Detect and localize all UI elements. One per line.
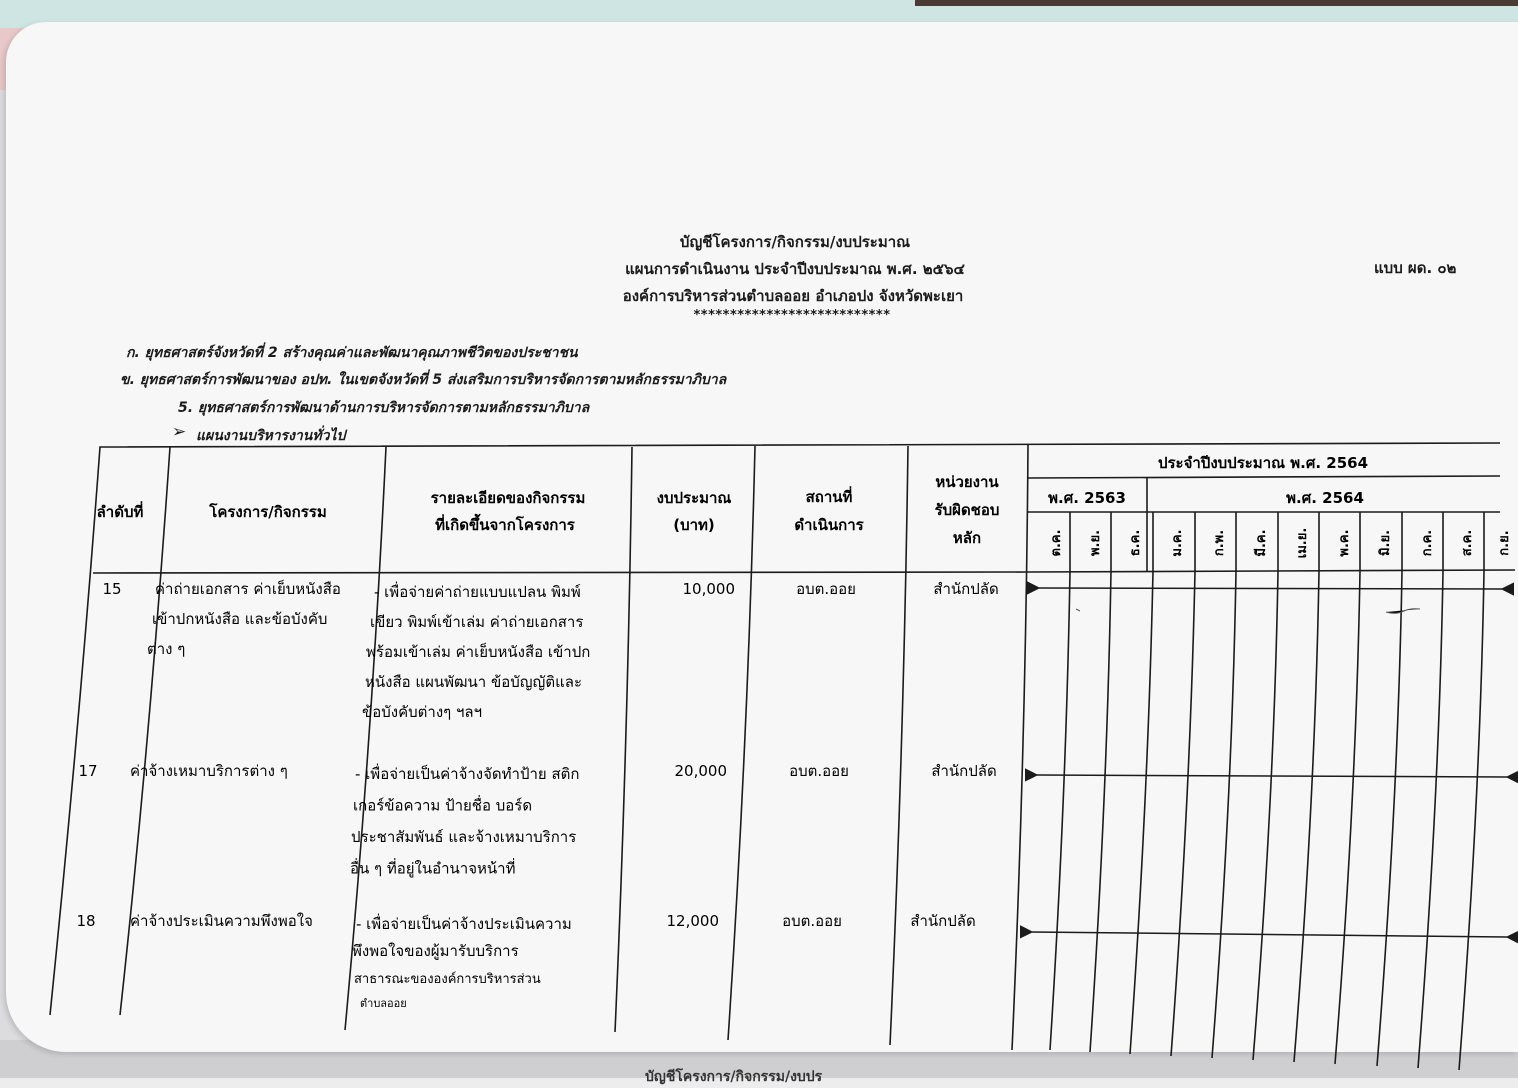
- month-label: ก.พ.: [1212, 529, 1227, 557]
- month-line-6: [1253, 512, 1278, 1060]
- month-label: เม.ย.: [1295, 527, 1310, 559]
- col-header-detail-2: ที่เกิดขึ้นจากโครงการ: [435, 516, 575, 534]
- month-line-7: [1294, 512, 1319, 1062]
- responsible-unit: สำนักปลัด: [933, 580, 999, 598]
- col-line-3: [615, 447, 632, 1032]
- col-header-place-2: ดำเนินการ: [794, 516, 864, 534]
- strategy-local: ข. ยุทธศาสตร์การพัฒนาของ อปท. ในเขตจังหวัดที่ 5 ส่งเสริมการบริหารจัดการตามหลักธรรมาภิบาล: [120, 372, 727, 388]
- activity-detail-line: ข้อบังคับต่างๆ ฯลฯ: [362, 703, 483, 721]
- location: อบต.ออย: [789, 762, 849, 780]
- month-line-8: [1335, 512, 1360, 1064]
- row-number: 15: [102, 580, 122, 598]
- year-2564-header: พ.ศ. 2564: [1286, 489, 1364, 507]
- col-header-project: โครงการ/กิจกรรม: [209, 503, 327, 521]
- month-line-10: [1418, 512, 1443, 1068]
- location: อบต.ออย: [782, 912, 842, 930]
- table-row: [102, 579, 998, 721]
- next-page-title: บัญชีโครงการ/กิจกรรม/งบปร: [645, 1069, 823, 1085]
- col-header-detail-1: รายละเอียดของกิจกรรม: [430, 489, 586, 507]
- col-line-6: [1012, 444, 1028, 1050]
- month-line-1: [1050, 512, 1070, 1050]
- month-label: ธ.ค.: [1128, 529, 1143, 557]
- col-header-no: ลำดับที่: [96, 503, 144, 521]
- month-label: ส.ค.: [1460, 529, 1475, 557]
- month-label: ก.ค.: [1420, 529, 1435, 557]
- budget-amount: 12,000: [666, 912, 719, 930]
- activity-detail-line: ประชาสัมพันธ์ และจ้างเหมาบริการ: [351, 828, 577, 846]
- activity-detail-line: สาธารณะขององค์การบริหารส่วน: [354, 972, 541, 987]
- col-line-4: [728, 446, 755, 1040]
- activity-detail-line: พร้อมเข้าเล่ม ค่าเย็บหนังสือ เข้าปก: [366, 643, 591, 661]
- doc-title: บัญชีโครงการ/กิจกรรม/งบประมาณ: [679, 233, 911, 251]
- activity-detail-line: - เพื่อจ่ายเป็นค่าจ้างประเมินความ: [356, 915, 572, 933]
- month-line-5: [1212, 512, 1236, 1058]
- strategy-governance: 5. ยุทธศาสตร์การพัฒนาด้านการบริหารจัดการตามหลักธรรมาภิบาล: [178, 400, 590, 416]
- col-header-budget-1: งบประมาณ: [656, 489, 732, 507]
- month-line-9: [1377, 512, 1402, 1066]
- doc-org: องค์การบริหารส่วนตำบลออย อำเภอปง จังหวัดพะเยา: [622, 287, 964, 305]
- activity-detail-line: พึงพอใจของผู้มารับบริการ: [352, 942, 519, 960]
- activity-detail-line: - เพื่อจ่ายเป็นค่าจ้างจัดทำป้าย สติก: [355, 765, 580, 783]
- doc-stars: ***************************: [693, 308, 891, 323]
- col-header-unit-1: หน่วยงาน: [935, 473, 999, 491]
- month-label: พ.ย.: [1088, 529, 1103, 557]
- month-label: ก.ย.: [1497, 530, 1512, 556]
- responsible-unit: สำนักปลัด: [910, 912, 976, 930]
- project-name-line: ต่าง ๆ: [147, 640, 186, 658]
- header-bottom-line: [93, 570, 1515, 573]
- activity-detail-line: เขียว พิมพ์เข้าเล่ม ค่าถ่ายเอกสาร: [370, 613, 584, 631]
- project-name-line: เข้าปกหนังสือ และข้อบังคับ: [152, 610, 328, 628]
- timeline-arrow: [1032, 932, 1507, 937]
- month-label: มิ.ย.: [1378, 529, 1393, 557]
- plan-name: แผนงานบริหารงานทั่วไป: [196, 428, 346, 444]
- month-label: ต.ค.: [1049, 529, 1064, 557]
- table-row: [78, 762, 996, 878]
- col-header-unit-2: รับผิดชอบ: [934, 501, 1000, 519]
- fiscal-year-header: ประจำปีงบประมาณ พ.ศ. 2564: [1157, 454, 1369, 472]
- location: อบต.ออย: [796, 580, 856, 598]
- activity-detail-line: หนังสือ แผนพัฒนา ข้อบัญญัติและ: [365, 673, 582, 691]
- month-line-11: [1459, 512, 1484, 1070]
- month-line-4: [1171, 512, 1195, 1056]
- project-name-line: ค่าจ้างประเมินความพึงพอใจ: [130, 912, 313, 930]
- arrow-bullet-icon: ➢: [172, 422, 187, 442]
- project-name-line: ค่าถ่ายเอกสาร ค่าเย็บหนังสือ: [155, 580, 341, 598]
- responsible-unit: สำนักปลัด: [931, 762, 997, 780]
- budget-amount: 20,000: [674, 762, 727, 780]
- doc-subtitle: แผนการดำเนินงาน ประจำปีงบประมาณ พ.ศ. ๒๕๖๔: [625, 260, 965, 278]
- col-header-budget-2: (บาท): [673, 516, 715, 534]
- year-2563-header: พ.ศ. 2563: [1048, 489, 1126, 507]
- budget-amount: 10,000: [682, 580, 735, 598]
- col-line-5: [890, 446, 908, 1045]
- strategy-province: ก. ยุทธศาสตร์จังหวัดที่ 2 สร้างคุณค่าและพัฒนาคุณภาพชีวิตของประชาชน: [126, 345, 578, 361]
- month-line-3: [1130, 512, 1153, 1054]
- activity-detail-line: - เพื่อจ่ายค่าถ่ายแบบแปลน พิมพ์: [374, 583, 581, 601]
- ink-scribble: [1386, 609, 1420, 614]
- ink-dot: [1076, 609, 1080, 611]
- col-header-place-1: สถานที่: [805, 488, 853, 506]
- month-label: พ.ค.: [1337, 529, 1352, 557]
- activity-detail-line: เกอร์ข้อความ ป้ายชื่อ บอร์ด: [353, 796, 533, 815]
- table-rows: [76, 579, 998, 1010]
- timeline-arrows: [1032, 588, 1507, 937]
- month-line-2: [1090, 512, 1111, 1052]
- month-label: มี.ค.: [1254, 529, 1269, 557]
- row-number: 17: [78, 762, 98, 780]
- table-row: [76, 912, 975, 1010]
- month-label: ม.ค.: [1170, 529, 1185, 557]
- form-code: แบบ ผด. ๐๒: [1374, 259, 1457, 277]
- activity-detail-line: ตำบลออย: [360, 997, 407, 1010]
- col-header-unit-3: หลัก: [952, 529, 982, 547]
- row-number: 18: [76, 912, 96, 930]
- ink-marks: [1076, 609, 1420, 614]
- year-row-line: [1028, 476, 1500, 478]
- activity-detail-line: อื่น ๆ ที่อยู่ในอำนาจหน้าที่: [350, 859, 516, 878]
- project-name-line: ค่าจ้างเหมาบริการต่าง ๆ: [130, 762, 288, 780]
- timeline-arrow: [1039, 588, 1502, 589]
